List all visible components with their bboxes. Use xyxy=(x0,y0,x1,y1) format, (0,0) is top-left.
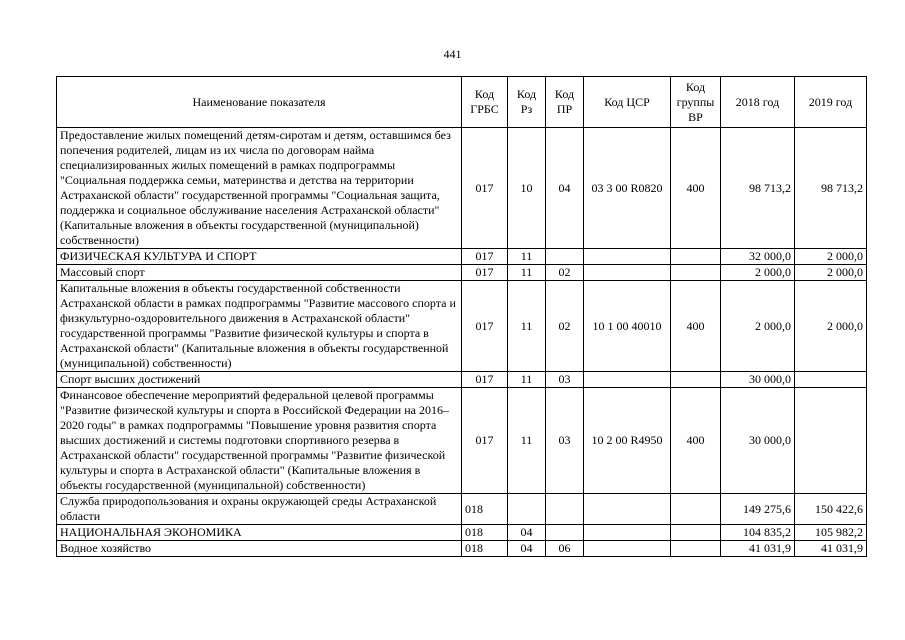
row-vr: 400 xyxy=(671,388,721,494)
page-number: 441 xyxy=(443,47,462,61)
row-vr: 400 xyxy=(671,128,721,249)
row-2018: 30 000,0 xyxy=(721,388,795,494)
row-csr xyxy=(584,541,671,557)
table-row xyxy=(57,281,867,372)
row-2018: 30 000,0 xyxy=(721,372,795,388)
row-vr xyxy=(671,265,721,281)
header-name: Наименование показателя xyxy=(57,77,462,128)
row-pr: 04 xyxy=(546,128,584,249)
header-csr: Код ЦСР xyxy=(584,77,671,128)
row-csr xyxy=(584,265,671,281)
row-rz: 04 xyxy=(508,541,546,557)
row-pr: 03 xyxy=(546,372,584,388)
row-grbs: 017 xyxy=(462,128,508,249)
row-name: Массовый спорт xyxy=(57,265,462,281)
row-pr: 03 xyxy=(546,388,584,494)
row-name: Капитальные вложения в объекты государственной собственности Астраханской области в рамках подпрограммы "Развитие массового спорта и физкультурно-оздоровительного движения в Астраханской области" государственной программы "Развитие физической культуры и спорта в Астраханской области" (Капитальные вложения в объекты государственной (муниципальной) собственности) xyxy=(57,281,462,372)
row-pr: 02 xyxy=(546,265,584,281)
row-rz: 11 xyxy=(508,249,546,265)
table-row xyxy=(57,388,867,494)
header-2018: 2018 год xyxy=(721,77,795,128)
row-2019: 41 031,9 xyxy=(795,541,867,557)
row-csr xyxy=(584,525,671,541)
row-2019: 150 422,6 xyxy=(795,494,867,525)
row-2018: 104 835,2 xyxy=(721,525,795,541)
row-name: Предоставление жилых помещений детям-сиротам и детям, оставшимся без попечения родителей, лицам из их числа по договорам найма специализированных жилых помещений в рамках подпрограммы "Социальная поддержка семьи, материнства и детства на территории Астраханской области" государственной программы "Социальная защита, поддержка и социальное обслуживание населения Астраханской области" (Капитальные вложения в объекты государственной (муниципальной) собственности) xyxy=(57,128,462,249)
row-name: НАЦИОНАЛЬНАЯ ЭКОНОМИКА xyxy=(57,525,462,541)
table-row xyxy=(57,372,867,388)
row-csr: 10 1 00 40010 xyxy=(584,281,671,372)
row-2018: 2 000,0 xyxy=(721,265,795,281)
row-rz: 11 xyxy=(508,372,546,388)
row-2019: 2 000,0 xyxy=(795,265,867,281)
row-2019 xyxy=(795,372,867,388)
row-csr: 03 3 00 R0820 xyxy=(584,128,671,249)
row-rz: 10 xyxy=(508,128,546,249)
row-name: Служба природопользования и охраны окружающей среды Астраханской области xyxy=(57,494,462,525)
table-row xyxy=(57,249,867,265)
header-vr: Код группы ВР xyxy=(671,77,721,128)
row-2018: 32 000,0 xyxy=(721,249,795,265)
row-2019: 2 000,0 xyxy=(795,249,867,265)
table-row xyxy=(57,128,867,249)
row-name: Финансовое обеспечение мероприятий федеральной целевой программы "Развитие физической культуры и спорта в Российской Федерации на 2016–2020 годы" в рамках подпрограммы "Повышение уровня развития спорта высших достижений и системы подготовки спортивного резерва в Астраханской области" государственной программы "Развитие физической культуры и спорта в Астраханской области" (Капитальные вложения в объекты государственной (муниципальной) собственности) xyxy=(57,388,462,494)
row-vr xyxy=(671,541,721,557)
row-csr xyxy=(584,249,671,265)
table-row xyxy=(57,525,867,541)
row-grbs: 017 xyxy=(462,372,508,388)
header-rz: Код Рз xyxy=(508,77,546,128)
row-name: Водное хозяйство xyxy=(57,541,462,557)
row-rz: 11 xyxy=(508,265,546,281)
row-2019: 2 000,0 xyxy=(795,281,867,372)
row-rz: 04 xyxy=(508,525,546,541)
row-pr xyxy=(546,525,584,541)
row-vr xyxy=(671,494,721,525)
row-rz: 11 xyxy=(508,281,546,372)
row-pr: 02 xyxy=(546,281,584,372)
header-2019: 2019 год xyxy=(795,77,867,128)
row-name: Спорт высших достижений xyxy=(57,372,462,388)
row-grbs: 018 xyxy=(462,541,508,557)
row-grbs: 018 xyxy=(462,494,508,525)
header-row xyxy=(57,77,867,128)
row-2018: 98 713,2 xyxy=(721,128,795,249)
row-grbs: 017 xyxy=(462,265,508,281)
row-pr xyxy=(546,494,584,525)
row-vr xyxy=(671,372,721,388)
table-row xyxy=(57,494,867,525)
header-grbs: Код ГРБС xyxy=(462,77,508,128)
row-csr xyxy=(584,372,671,388)
row-pr xyxy=(546,249,584,265)
row-2019: 105 982,2 xyxy=(795,525,867,541)
row-grbs: 018 xyxy=(462,525,508,541)
row-2018: 2 000,0 xyxy=(721,281,795,372)
row-2018: 149 275,6 xyxy=(721,494,795,525)
row-grbs: 017 xyxy=(462,281,508,372)
table-row xyxy=(57,541,867,557)
row-2019: 98 713,2 xyxy=(795,128,867,249)
row-grbs: 017 xyxy=(462,388,508,494)
row-rz xyxy=(508,494,546,525)
row-vr: 400 xyxy=(671,281,721,372)
header-pr: Код ПР xyxy=(546,77,584,128)
row-grbs: 017 xyxy=(462,249,508,265)
row-pr: 06 xyxy=(546,541,584,557)
row-name: ФИЗИЧЕСКАЯ КУЛЬТУРА И СПОРТ xyxy=(57,249,462,265)
budget-table xyxy=(56,76,867,557)
row-2018: 41 031,9 xyxy=(721,541,795,557)
table-row xyxy=(57,265,867,281)
row-csr xyxy=(584,494,671,525)
row-2019 xyxy=(795,388,867,494)
row-rz: 11 xyxy=(508,388,546,494)
row-vr xyxy=(671,525,721,541)
row-csr: 10 2 00 R4950 xyxy=(584,388,671,494)
row-vr xyxy=(671,249,721,265)
